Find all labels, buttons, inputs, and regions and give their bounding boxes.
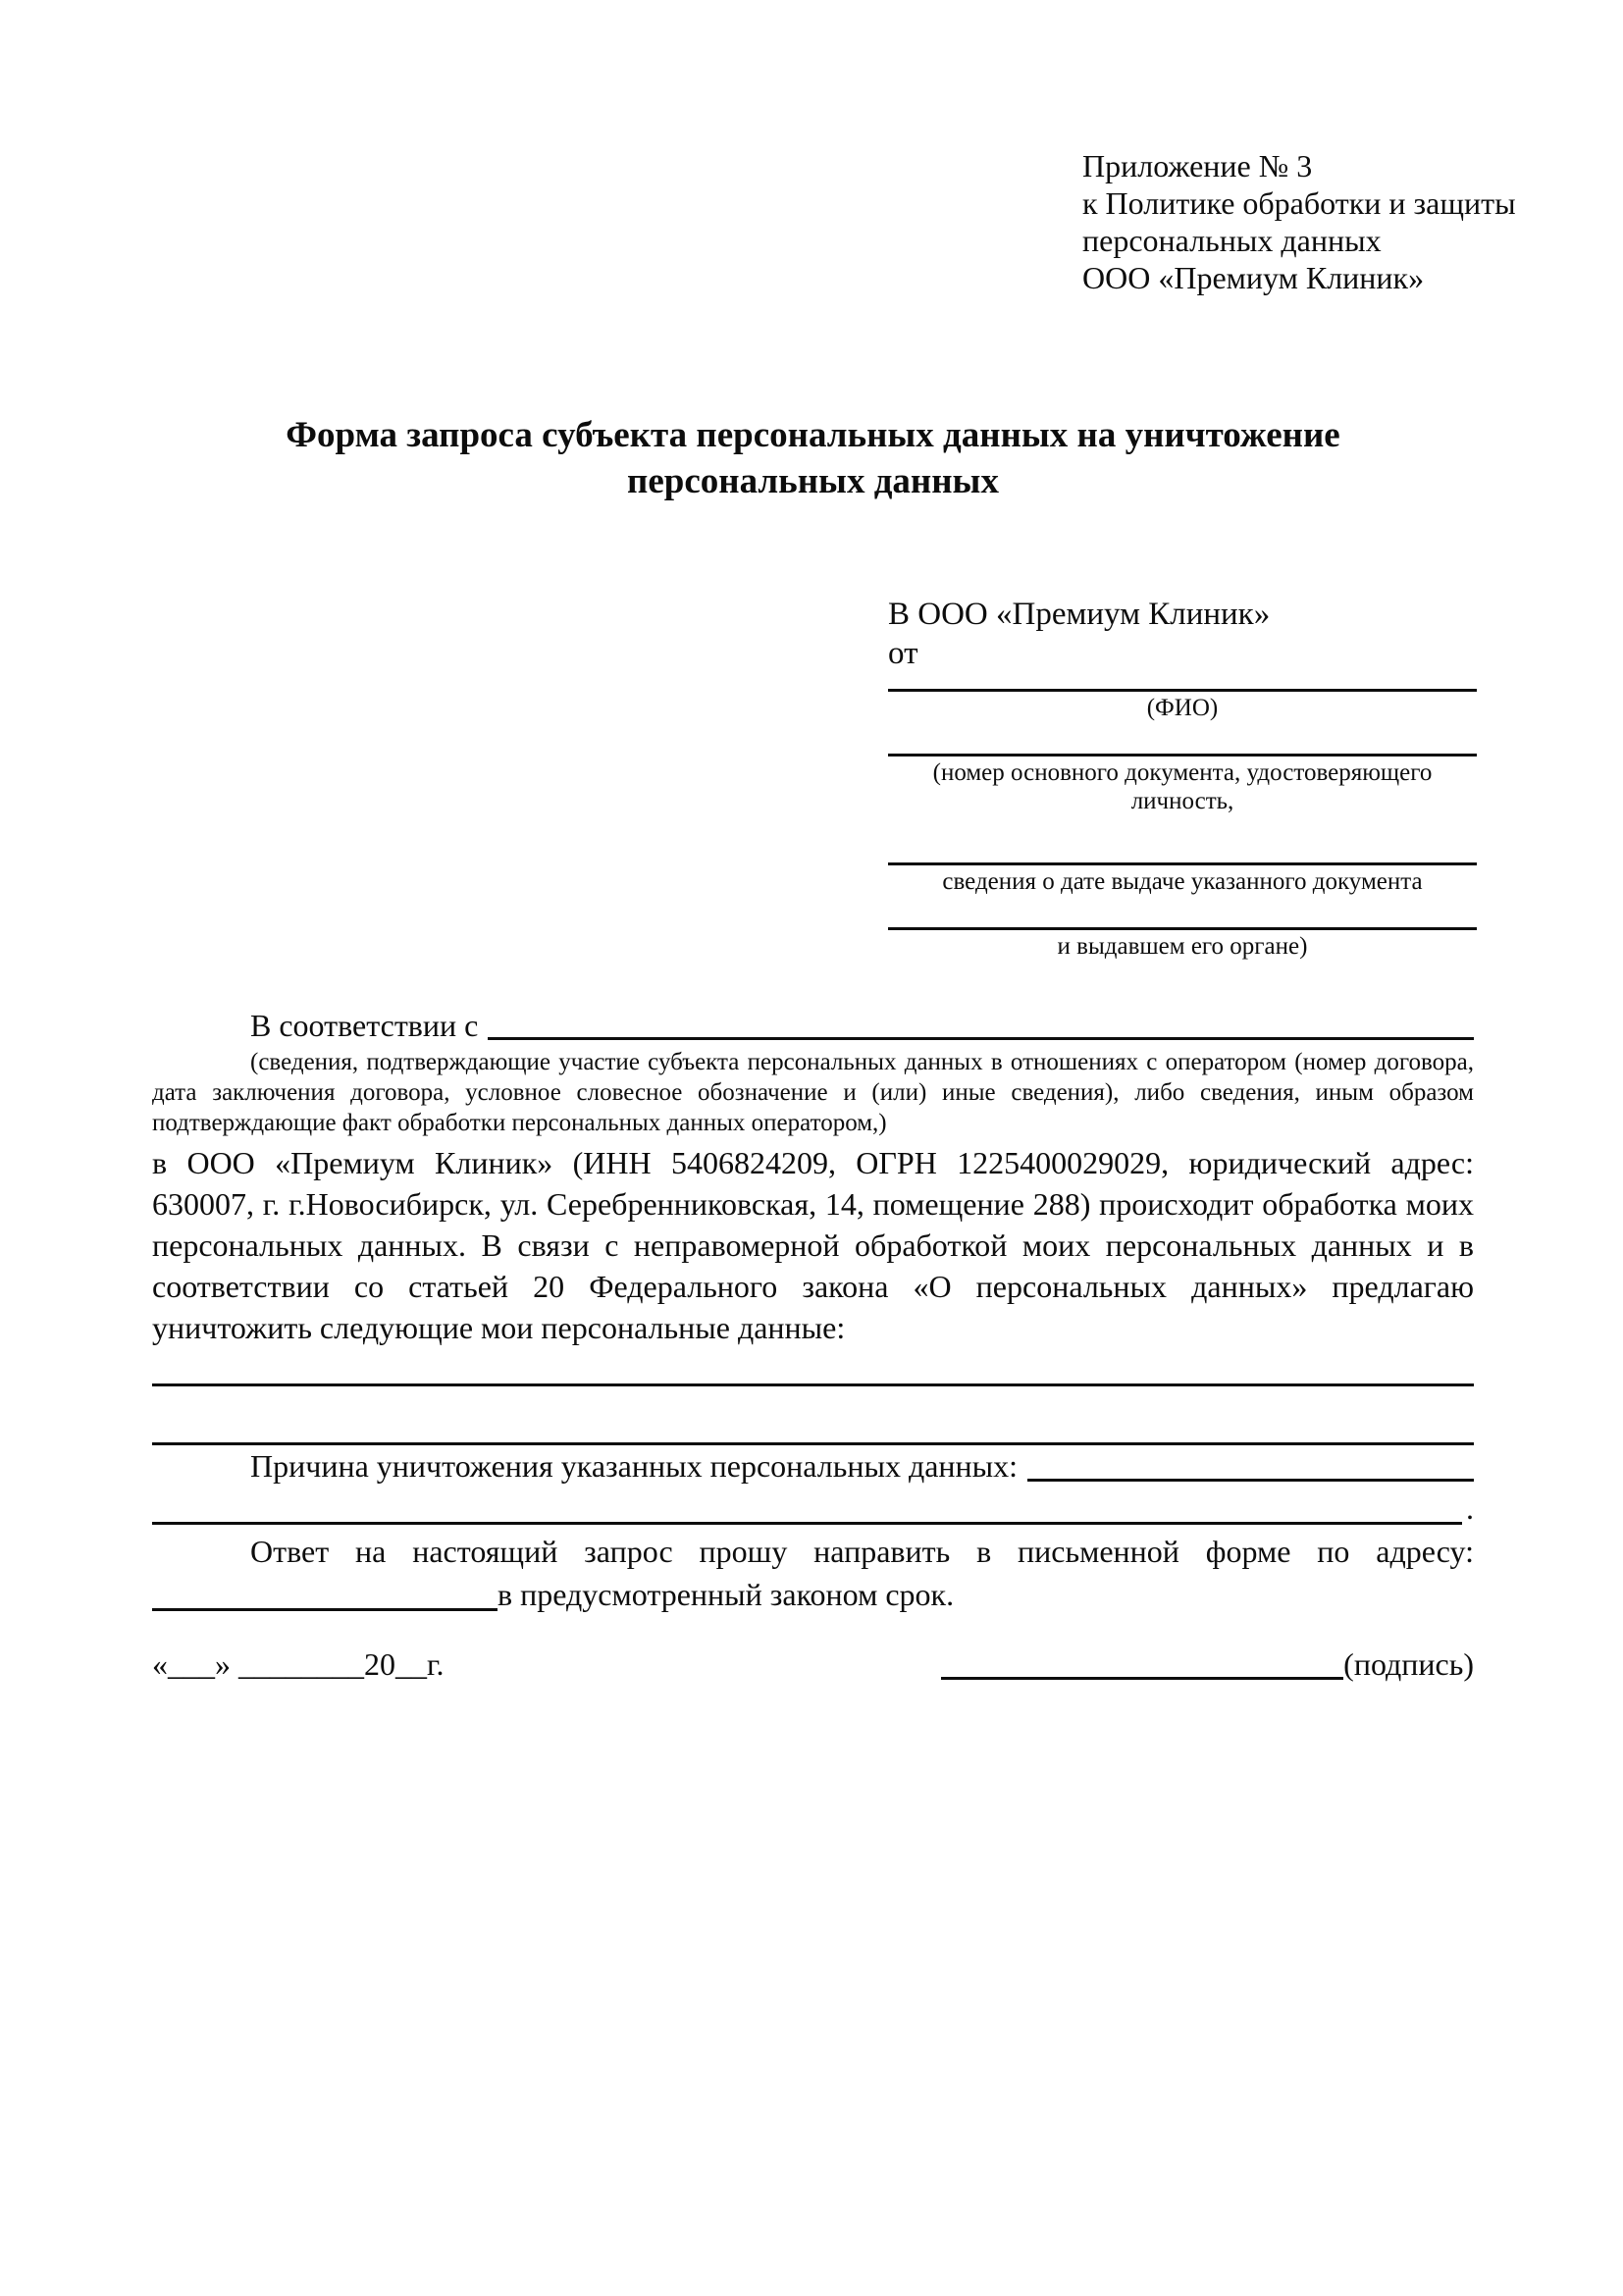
accordance-blank-line — [488, 1037, 1474, 1040]
response-request: Ответ на настоящий запрос прошу направить в письменной форме по адресу: — [250, 1534, 1474, 1569]
document-content — [152, 0, 1516, 1685]
document-number-caption: (номер основного документа, удостоверяющего личность, — [932, 759, 1433, 814]
period-character: . — [1466, 1490, 1474, 1526]
document-title-line: Форма запроса субъекта персональных данных на уничтожение — [286, 415, 1340, 455]
appendix-header-line: Приложение № 3 — [1082, 148, 1313, 183]
fio-blank-line — [888, 673, 1477, 692]
appendix-header — [1082, 0, 1516, 296]
signature-caption: (подпись) — [1343, 1646, 1474, 1682]
issue-date-blank-line — [888, 815, 1477, 865]
document-number-blank-line — [888, 722, 1477, 757]
date-line: «___» ________20__г. — [152, 1646, 445, 1682]
date-signature-row — [152, 1644, 1474, 1685]
addressee-to: В ООО «Премиум Клиник» — [888, 597, 1271, 632]
document-title-line: персональных данных — [627, 461, 999, 501]
address-blank-line — [152, 1608, 497, 1611]
addressee-from-label: от — [888, 636, 918, 671]
personal-data-blank-line — [152, 1348, 1474, 1386]
reason-row — [152, 1445, 1474, 1487]
reason-label: Причина уничтожения указанных персональных данных: — [250, 1448, 1019, 1484]
accordance-row — [152, 1006, 1474, 1045]
issuing-authority-caption: и выдавшем его органе) — [1057, 933, 1308, 960]
main-paragraph: в ООО «Премиум Клиник» (ИНН 5406824209, ОГРН 1225400029029, юридический адрес: 630007, г. г.Новосибирск, ул. Серебренниковская, 14, помещение 288) происходит обработка моих персональных данных. В связи с неправомерной обработкой моих персональных данных и в соответствии со статьей 20 Федерального закона «О персональных данных» предлагаю уничтожить следующие мои персональные данные: — [152, 1145, 1474, 1345]
reason-continuation-row — [152, 1487, 1474, 1530]
fio-caption: (ФИО) — [1146, 695, 1219, 721]
personal-data-blank-line — [152, 1386, 1474, 1445]
appendix-header-line: ООО «Премиум Клиник» — [1082, 260, 1425, 295]
signature-blank-line — [941, 1677, 1343, 1680]
document-title — [152, 412, 1474, 504]
issuing-authority-blank-line — [888, 896, 1477, 930]
accordance-lead: В соответствии с — [250, 1008, 479, 1043]
signature-group — [941, 1644, 1474, 1685]
reason-continuation-blank-line — [152, 1522, 1462, 1525]
addressee-block — [888, 595, 1477, 961]
issue-date-caption: сведения о дате выдаче указанного документа — [942, 868, 1423, 895]
appendix-header-line: персональных данных — [1082, 223, 1382, 258]
accordance-note: (сведения, подтверждающие участие субъекта персональных данных в отношениях с оператором (номер договора, дата заключения договора, условное словесное обозначение и (или) иные сведения), либо сведения, иным образом подтверждающие факт обработки персональных данных оператором,) — [152, 1049, 1474, 1136]
response-address-row — [152, 1573, 1474, 1616]
appendix-header-line: к Политике обработки и защиты — [1082, 185, 1516, 221]
reason-blank-line — [1027, 1479, 1474, 1482]
response-tail: в предусмотренный законом срок. — [497, 1577, 955, 1612]
